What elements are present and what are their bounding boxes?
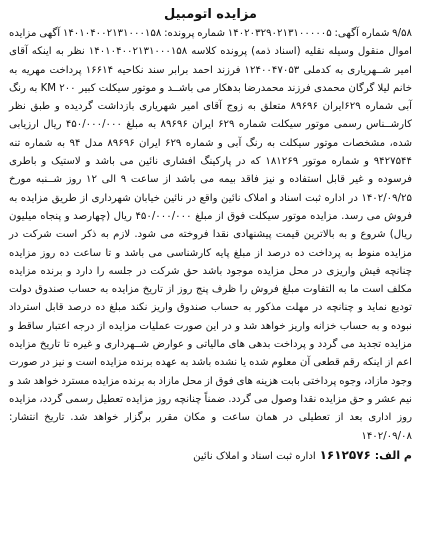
reference-number: ۱۶۱۲۵۷۶ [319, 447, 371, 462]
issuing-office: اداره ثبت اسناد و املاک نائین [193, 450, 316, 462]
notice-body: ۹/۵۸ شماره آگهی: ۱۴۰۲۰۳۲۹۰۲۱۳۱۰۰۰۰۰۵ شماره پرونده: ۱۴۰۱۰۴۰۰۲۱۳۱۰۰۰۱۵۸ آگهی مزایده اموال منقول وسیله نقلیه (اسناد ذمه) پرونده کلاسه ۱۴۰۱۰۴۰۰۲۱۳۱۰۰۰۱۵۸ نظر به اینکه آقای امیر شــهریاری به کدملی ۱۲۴۰۰۴۷۰۵۳ فرزند احمد برابر سند نکاحیه ۱۶۶۱۴ پرداخت مهریه به خانم لیلا گرگان محمدی فرزند محمدرضا بدهکار می باشــد و موتور سیکلت کبیر KM ۲۰۰ به رنگ آبی شماره ۶۲۹ایران ۸۹۶۹۶ متعلق به زوج آقای امیر شهریاری بازداشت گردیده و طبق نظر کارشــناس رسمی موتور سیکلت شماره ۶۲۹ ایران ۸۹۶۹۶ به مبلغ ۴۵۰/۰۰۰/۰۰۰ ریال ارزیابی شده، مشخصات موتور سیکلت به رنگ آبی و شماره ۶۲۹ ایران ۸۹۶۹۶ مدل ۹۴ به شماره تنه ۹۴۲۷۵۴۴ و شماره موتور ۱۸۱۲۶۹ که در پارکینگ افشاری نائین می باشد و لاستیک و باطری فرسوده و غیر قابل استفاده و نیز فاقد بیمه می باشد از ساعت ۹ الی ۱۲ روز شــنبه مورخ ۱۴۰۲/۰۹/۲۵ در اداره ثبت اسناد و املاک نائین واقع در نائین خیابان شهرداری از طریق مزایده به فروش می رسد. مزایده موتور سیکلت فوق از مبلغ ۴۵۰/۰۰۰/۰۰۰ ریال (چهارصد و پنجاه میلیون ریال) شروع و به بالاترین قیمت پیشنهادی نقدا فروخته می شود. لازم به ذکر است شرکت در مزایده منوط به پرداخت ده درصد از مبلغ پایه کارشناسی می باشد و تا ساعت ده روز مزایده چنانچه فیش واریزی در محل مزایده موجود باشد حق شرکت در جلسه را دارد و برنده مزایده مکلف است ما به التفاوت مبلغ فروش را ظرف پنج روز از تاریخ مزایده به حساب صندوق دولت تودیع نماید و چنانچه در مهلت مذکور به حساب صندوق واریز نکند مبلغ ده درصد قابل استرداد نبوده و به حساب خزانه واریز خواهد شد و در این صورت عملیات مزایده از درجه اعتبار ساقط و مزایده تجدید می گردد و پرداخت بدهی های مالیاتی و عوارض شــهرداری و غیره تا تاریخ مزایده اعم از اینکه رقم قطعی آن معلوم شده یا نشده باشد به عهده برنده مزایده است و نیز در صورت وجود مازاد، وجوه پرداختی بابت هزینه های فوق از محل مازاد به برنده مزایده مسترد خواهد شد و نیم عشر و حق مزایده نقدا وصول می گردد. ضمناً چنانچه روز مزایده تعطیل رسمی گردد، مزایده روز اداری بعد از تعطیلی در همان ساعت و مکان مقرر برگزار خواهد شد. تاریخ انتشار: ۱۴۰۲/۰۹/۰۸ [9, 28, 413, 442]
auction-notice [4, 4, 417, 543]
notice-title: مزایده اتومبیل [164, 7, 257, 22]
notice-reference-line [9, 446, 412, 466]
reference-label: م الف: [374, 448, 412, 462]
